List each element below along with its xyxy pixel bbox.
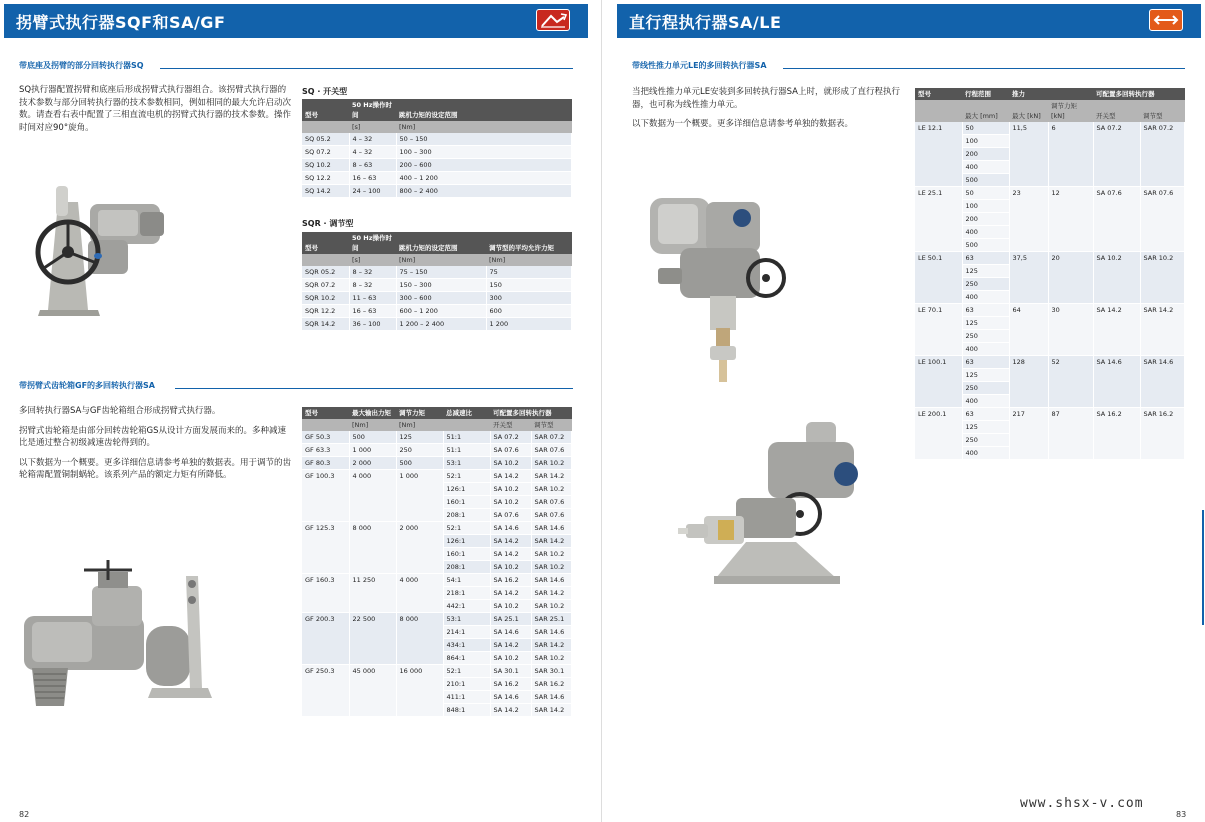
col-header: 型号 [302, 232, 349, 254]
table-cell: SA 10.2 [490, 457, 531, 470]
table-cell: SA 10.2 [490, 496, 531, 509]
table-cell: SAR 14.2 [531, 535, 572, 548]
subheader-cell: 最大 [kN] [1009, 100, 1048, 122]
table-cell: SAR 14.2 [531, 470, 572, 483]
table-cell: SA 10.2 [490, 561, 531, 574]
table-cell: 63 [962, 304, 1009, 317]
table-cell: SA 14.2 [490, 587, 531, 600]
unit-cell [443, 419, 490, 431]
table-cell: GF 250.3 [302, 665, 349, 717]
table-cell: 300 [486, 292, 572, 305]
table-cell: SAR 30.1 [531, 665, 572, 678]
table-cell: 800 – 2 400 [396, 185, 572, 198]
table-cell: 1 000 [396, 470, 443, 522]
unit-cell: [Nm] [396, 419, 443, 431]
le-spec-table [915, 88, 1185, 460]
table-cell: GF 100.3 [302, 470, 349, 522]
table-cell: 126:1 [443, 535, 490, 548]
table-cell: 24 – 100 [349, 185, 396, 198]
table-cell: SA 07.2 [1093, 122, 1140, 187]
table-cell: SAR 14.6 [531, 626, 572, 639]
table-cell: 125 [962, 421, 1009, 434]
table-cell: 125 [396, 431, 443, 444]
le-paragraph: 当把线性推力单元LE安装到多回转执行器SA上时，就形成了直行程执行器，也可称为线性推力单元。 [632, 87, 900, 110]
subheader-cell: 调节型 [1140, 100, 1185, 122]
table-cell: 400 [962, 343, 1009, 356]
col-header: 可配置多回转执行器 [1093, 88, 1185, 100]
table-cell: 8 – 63 [349, 159, 396, 172]
table-cell: SAR 14.2 [1140, 304, 1185, 356]
table-cell: LE 70.1 [915, 304, 962, 356]
sq-description-text: SQ执行器配置拐臂和底座后形成拐臂式执行器组合。该拐臂式执行器的技术参数与部分回转执行器的技术参数相同，例如相同的最大允许启动次数。请查看右表中配置了三相直流电机的拐臂式执行器的技术参数。操作时间对应90°旋角。 [19, 85, 292, 133]
table-cell: 434:1 [443, 639, 490, 652]
table-cell: 2 000 [349, 457, 396, 470]
table-cell: SQ 10.2 [302, 159, 349, 172]
table-cell: SA 14.6 [1093, 356, 1140, 408]
table-cell: SA 14.2 [490, 470, 531, 483]
table-cell: 400 [962, 161, 1009, 174]
table-cell: 4 – 32 [349, 133, 396, 146]
table-cell: 160:1 [443, 548, 490, 561]
table-row [302, 431, 572, 444]
table-cell: SAR 25.1 [531, 613, 572, 626]
table-cell: SQR 12.2 [302, 305, 349, 318]
table-cell: 2 000 [396, 522, 443, 574]
table-cell: 36 – 100 [349, 318, 396, 331]
sq-table-title: SQ · 开关型 [302, 87, 348, 96]
table-cell: SAR 14.6 [531, 574, 572, 587]
table-cell: 400 [962, 291, 1009, 304]
table-cell: 848:1 [443, 704, 490, 717]
gf-paragraph: 拐臂式齿轮箱是由部分回转齿轮箱GS从设计方面发展而来的。多种减速比是通过整合初级减速齿轮得到的。 [19, 425, 286, 448]
table-cell: 250 [396, 444, 443, 457]
gf-description [19, 405, 291, 489]
table-cell: SA 10.2 [490, 600, 531, 613]
table-cell: 411:1 [443, 691, 490, 704]
table-cell: 50 [962, 187, 1009, 200]
table-row [302, 146, 572, 159]
table-cell: 500 [396, 457, 443, 470]
table-cell: 53:1 [443, 613, 490, 626]
table-cell: 400 – 1 200 [396, 172, 572, 185]
table-cell: 400 [962, 447, 1009, 460]
table-cell: SQ 07.2 [302, 146, 349, 159]
gf-spec-table [302, 407, 572, 717]
sq-spec-table [302, 99, 572, 198]
col-header: 推力 [1009, 88, 1093, 100]
subheader-cell: 调节力矩 [kN] [1048, 100, 1093, 122]
table-row [915, 304, 1185, 317]
section-title-gf: 带拐臂式齿轮箱GF的多回转执行器SA [19, 381, 155, 390]
table-cell: SAR 14.6 [531, 691, 572, 704]
left-page-number: 82 [19, 810, 30, 819]
section-title-sq: 带底座及拐臂的部分回转执行器SQ [19, 61, 144, 70]
table-cell: 51:1 [443, 431, 490, 444]
table-cell: SA 14.6 [490, 691, 531, 704]
table-cell: 250 [962, 278, 1009, 291]
sq-actuator-image [28, 182, 178, 320]
table-row [302, 172, 572, 185]
table-cell: 500 [962, 239, 1009, 252]
table-cell: 53:1 [443, 457, 490, 470]
table-cell: 214:1 [443, 626, 490, 639]
page-edge-marker [1202, 510, 1204, 625]
col-header: 行程范围 [962, 88, 1009, 100]
col-header: 调节力矩 [396, 407, 443, 419]
table-cell: SA 14.6 [490, 626, 531, 639]
table-cell: 300 – 600 [396, 292, 486, 305]
table-cell: 200 [962, 148, 1009, 161]
table-row [302, 470, 572, 483]
table-cell: 125 [962, 265, 1009, 278]
table-cell: 45 000 [349, 665, 396, 717]
table-cell: LE 100.1 [915, 356, 962, 408]
table-cell: 218:1 [443, 587, 490, 600]
section-title-le: 带线性推力单元LE的多回转执行器SA [632, 61, 767, 70]
table-cell: SA 10.2 [1093, 252, 1140, 304]
table-cell: 442:1 [443, 600, 490, 613]
table-cell: 52:1 [443, 522, 490, 535]
table-cell: 125 [962, 317, 1009, 330]
table-cell: SAR 14.2 [531, 587, 572, 600]
table-cell: 125 [962, 369, 1009, 382]
table-cell: SAR 07.2 [1140, 122, 1185, 187]
table-cell: 160:1 [443, 496, 490, 509]
sqr-spec-table [302, 232, 572, 331]
left-page-title: 拐臂式执行器SQF和SA/GF [16, 13, 226, 32]
le-paragraph: 以下数据为一个概要。更多详细信息请参考单独的数据表。 [632, 119, 854, 129]
table-cell: 11,5 [1009, 122, 1048, 187]
table-cell: SAR 10.2 [531, 457, 572, 470]
section-divider [783, 68, 1185, 69]
table-row [915, 122, 1185, 135]
table-row [302, 574, 572, 587]
right-page-title: 直行程执行器SA/LE [629, 13, 782, 32]
table-row [302, 444, 572, 457]
table-cell: 30 [1048, 304, 1093, 356]
unit-cell: [Nm] [396, 121, 572, 133]
unit-cell: [Nm] [396, 254, 486, 266]
table-cell: 8 – 32 [349, 266, 396, 279]
table-cell: 250 [962, 434, 1009, 447]
table-cell: 1 000 [349, 444, 396, 457]
table-cell: 500 [962, 174, 1009, 187]
table-cell: 52:1 [443, 470, 490, 483]
table-cell: 16 – 63 [349, 305, 396, 318]
table-cell: 250 [962, 382, 1009, 395]
table-cell: 210:1 [443, 678, 490, 691]
table-cell: 23 [1009, 187, 1048, 252]
table-cell: GF 160.3 [302, 574, 349, 613]
table-cell: SA 07.2 [490, 431, 531, 444]
table-cell: SA 16.2 [1093, 408, 1140, 460]
table-cell: 8 000 [396, 613, 443, 665]
table-cell: SA 07.6 [1093, 187, 1140, 252]
table-cell: 400 [962, 226, 1009, 239]
table-cell: 37,5 [1009, 252, 1048, 304]
table-cell: 63 [962, 252, 1009, 265]
le-actuator-horizontal-image [676, 418, 876, 588]
table-cell: 150 [486, 279, 572, 292]
table-cell: 6 [1048, 122, 1093, 187]
table-cell: SAR 14.6 [531, 522, 572, 535]
table-cell: LE 12.1 [915, 122, 962, 187]
table-cell: 54:1 [443, 574, 490, 587]
table-cell: SAR 10.2 [531, 548, 572, 561]
section-divider [175, 388, 573, 389]
col-header: 跳机力矩的设定范围 [396, 232, 486, 254]
table-cell: SAR 10.2 [531, 561, 572, 574]
table-cell: 52 [1048, 356, 1093, 408]
table-cell: SA 14.2 [490, 639, 531, 652]
table-row [302, 665, 572, 678]
table-row [302, 318, 572, 331]
table-cell: 64 [1009, 304, 1048, 356]
table-cell: GF 50.3 [302, 431, 349, 444]
table-cell: SAR 16.2 [531, 678, 572, 691]
table-cell: 128 [1009, 356, 1048, 408]
col-header: 最大输出力矩 [349, 407, 396, 419]
table-row [302, 266, 572, 279]
table-cell: 500 [349, 431, 396, 444]
col-header: 调节型的平均允许力矩 [486, 232, 572, 254]
table-cell: SAR 10.2 [1140, 252, 1185, 304]
subheader-cell: 调节型 [531, 419, 572, 431]
right-page-header [617, 4, 1201, 38]
gf-actuator-image [22, 556, 222, 716]
table-cell: 63 [962, 408, 1009, 421]
table-cell: 12 [1048, 187, 1093, 252]
table-cell: SA 14.2 [1093, 304, 1140, 356]
table-cell: GF 63.3 [302, 444, 349, 457]
table-cell: LE 25.1 [915, 187, 962, 252]
table-cell: 8 000 [349, 522, 396, 574]
table-cell: 100 [962, 200, 1009, 213]
table-cell: 400 [962, 395, 1009, 408]
table-row [302, 185, 572, 198]
table-cell: 1 200 [486, 318, 572, 331]
table-cell: 208:1 [443, 561, 490, 574]
table-cell: 250 [962, 330, 1009, 343]
table-row [302, 292, 572, 305]
table-cell: 200 [962, 213, 1009, 226]
col-header: 跳机力矩的设定范围 [396, 99, 572, 121]
table-cell: SAR 07.6 [531, 444, 572, 457]
table-cell: GF 125.3 [302, 522, 349, 574]
table-cell: 16 000 [396, 665, 443, 717]
table-cell: SQ 12.2 [302, 172, 349, 185]
table-cell: 87 [1048, 408, 1093, 460]
table-cell: 22 500 [349, 613, 396, 665]
table-row [302, 457, 572, 470]
sqr-table-title: SQR · 调节型 [302, 219, 354, 228]
unit-cell: [s] [349, 254, 396, 266]
table-cell: 100 [962, 135, 1009, 148]
table-row [302, 613, 572, 626]
unit-cell [302, 419, 349, 431]
unit-cell: [Nm] [349, 419, 396, 431]
col-header: 总减速比 [443, 407, 490, 419]
table-cell: SQR 14.2 [302, 318, 349, 331]
table-cell: SAR 14.2 [531, 639, 572, 652]
section-divider [160, 68, 573, 69]
table-cell: 11 250 [349, 574, 396, 613]
table-cell: SAR 10.2 [531, 483, 572, 496]
table-cell: 16 – 63 [349, 172, 396, 185]
table-row [915, 408, 1185, 421]
table-cell: SAR 14.2 [531, 704, 572, 717]
table-cell: SQR 10.2 [302, 292, 349, 305]
table-cell: GF 200.3 [302, 613, 349, 665]
table-cell: SAR 16.2 [1140, 408, 1185, 460]
table-cell: 126:1 [443, 483, 490, 496]
table-cell: 8 – 32 [349, 279, 396, 292]
table-cell: SA 10.2 [490, 652, 531, 665]
table-row [302, 305, 572, 318]
gf-paragraph: 多回转执行器SA与GF齿轮箱组合形成拐臂式执行器。 [19, 406, 221, 416]
sq-description [19, 84, 291, 141]
table-cell: 75 [486, 266, 572, 279]
subheader-cell [915, 100, 962, 122]
unit-cell [302, 254, 349, 266]
table-cell: 600 – 1 200 [396, 305, 486, 318]
table-cell: SA 07.6 [490, 509, 531, 522]
table-cell: 217 [1009, 408, 1048, 460]
col-header: 型号 [302, 99, 349, 121]
table-cell: 100 – 300 [396, 146, 572, 159]
table-cell: 4 000 [349, 470, 396, 522]
lever-arm-icon [536, 9, 570, 31]
unit-cell: [s] [349, 121, 396, 133]
table-cell: SQ 05.2 [302, 133, 349, 146]
table-cell: SAR 07.6 [531, 509, 572, 522]
table-cell: SA 25.1 [490, 613, 531, 626]
table-cell: SAR 10.2 [531, 600, 572, 613]
table-cell: SA 30.1 [490, 665, 531, 678]
col-header: 可配置多回转执行器 [490, 407, 572, 419]
table-cell: 208:1 [443, 509, 490, 522]
table-cell: 864:1 [443, 652, 490, 665]
table-cell: SA 16.2 [490, 574, 531, 587]
col-header: 50 Hz操作时间 [349, 99, 396, 121]
table-cell: GF 80.3 [302, 457, 349, 470]
table-cell: SA 14.2 [490, 535, 531, 548]
table-cell: 200 – 600 [396, 159, 572, 172]
table-cell: SA 14.2 [490, 704, 531, 717]
unit-cell: [Nm] [486, 254, 572, 266]
table-row [915, 187, 1185, 200]
table-cell: SAR 14.6 [1140, 356, 1185, 408]
website-url: www.shsx-v.com [1020, 796, 1144, 811]
subheader-cell: 最大 [mm] [962, 100, 1009, 122]
unit-cell [302, 121, 349, 133]
table-cell: 75 – 150 [396, 266, 486, 279]
table-cell: SA 07.6 [490, 444, 531, 457]
table-cell: LE 50.1 [915, 252, 962, 304]
col-header: 型号 [915, 88, 962, 100]
le-description [632, 86, 904, 138]
table-cell: 20 [1048, 252, 1093, 304]
table-cell: SA 14.2 [490, 548, 531, 561]
table-cell: SQR 05.2 [302, 266, 349, 279]
table-cell: SAR 07.6 [1140, 187, 1185, 252]
table-cell: SAR 10.2 [531, 652, 572, 665]
col-header: 型号 [302, 407, 349, 419]
le-actuator-vertical-image [640, 188, 800, 388]
table-cell: SAR 07.6 [531, 496, 572, 509]
table-row [302, 522, 572, 535]
table-cell: SA 16.2 [490, 678, 531, 691]
table-cell: SA 10.2 [490, 483, 531, 496]
table-cell: SAR 07.2 [531, 431, 572, 444]
table-cell: 63 [962, 356, 1009, 369]
table-cell: SQR 07.2 [302, 279, 349, 292]
table-cell: LE 200.1 [915, 408, 962, 460]
subheader-cell: 开关型 [1093, 100, 1140, 122]
col-header: 50 Hz操作时间 [349, 232, 396, 254]
table-cell: 4 – 32 [349, 146, 396, 159]
gf-paragraph: 以下数据为一个概要。更多详细信息请参考单独的数据表。用于调节的齿轮箱需配置铜制蜗轮。该系列产品的额定力矩有所降低。 [19, 457, 292, 480]
linear-stroke-icon [1149, 9, 1183, 31]
subheader-cell: 开关型 [490, 419, 531, 431]
table-cell: 1 200 – 2 400 [396, 318, 486, 331]
page-gutter [601, 0, 602, 822]
table-cell: 4 000 [396, 574, 443, 613]
table-cell: 52:1 [443, 665, 490, 678]
table-cell: SQ 14.2 [302, 185, 349, 198]
table-cell: SA 14.6 [490, 522, 531, 535]
table-row [302, 279, 572, 292]
table-cell: 51:1 [443, 444, 490, 457]
table-cell: 11 – 63 [349, 292, 396, 305]
table-cell: 50 – 150 [396, 133, 572, 146]
table-cell: 50 [962, 122, 1009, 135]
table-row [302, 159, 572, 172]
table-row [915, 252, 1185, 265]
right-page-number: 83 [1176, 810, 1187, 819]
table-cell: 600 [486, 305, 572, 318]
table-cell: 150 – 300 [396, 279, 486, 292]
left-page-header [4, 4, 588, 38]
table-row [302, 133, 572, 146]
table-row [915, 356, 1185, 369]
